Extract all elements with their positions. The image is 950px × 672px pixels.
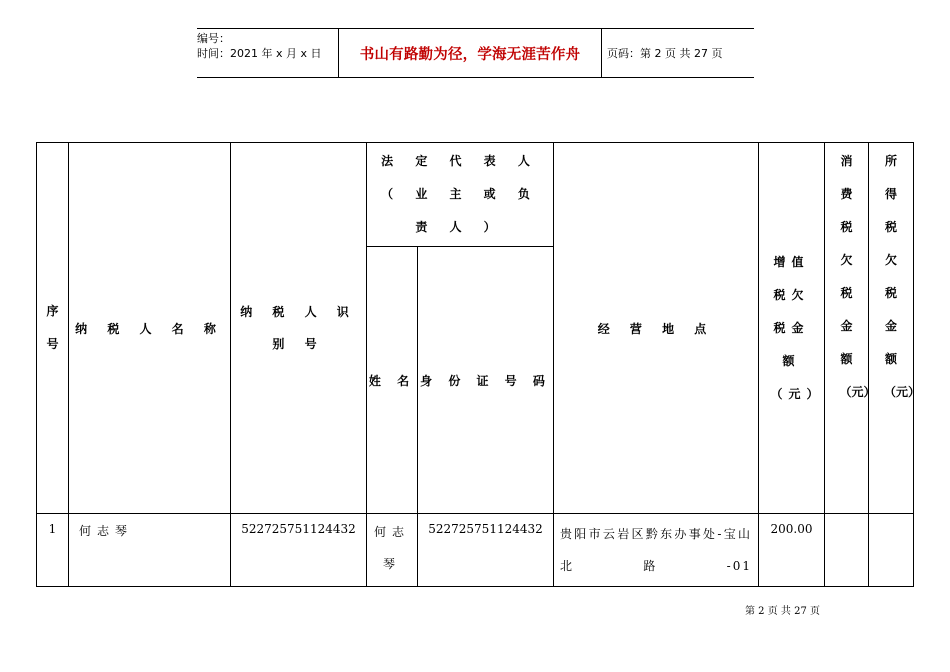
header-meta — [197, 29, 337, 77]
header-seq — [37, 143, 69, 514]
cell-income — [869, 514, 914, 587]
header-page-info: 页码：第 2 页 共 27 页 — [607, 47, 723, 60]
header-rep-name — [367, 247, 418, 514]
cell-taxpayer-name: 何志琴 — [69, 514, 231, 587]
cell-rep-name-text: 何志琴 — [373, 525, 410, 571]
cell-address — [554, 514, 759, 587]
header-id-number-label: 身 份 证 号 码 — [420, 373, 551, 388]
header-legal-rep-label: 法 定 代 表 人 （ 业 主 或 负 责 人 ） — [381, 154, 539, 234]
header-id-number — [418, 247, 554, 514]
page-footer: 第 2 页 共 27 页 — [745, 606, 820, 617]
header-taxpayer-name — [69, 143, 231, 514]
document-number-label: 编号： — [197, 32, 230, 45]
header-address-label: 经 营 地 点 — [597, 321, 715, 336]
cell-taxpayer-id: 522725751124432 — [231, 514, 367, 587]
header-seq-label: 序号 — [46, 304, 59, 351]
header-taxpayer-id-label: 纳 税 人 识 别 号 — [240, 305, 357, 351]
header-slogan: 书山有路勤为径，学海无涯苦作舟 — [338, 29, 602, 77]
cell-address-text: 贵阳市云岩区黔东办事处-宝山北路-01 — [560, 527, 752, 573]
header-rep-name-label: 姓 名 — [368, 373, 416, 388]
document-date: 时间：2021 年 x 月 x 日 — [197, 47, 322, 60]
page-header — [197, 28, 754, 78]
header-vat — [759, 143, 825, 514]
header-legal-rep — [367, 143, 554, 247]
table-row — [37, 514, 914, 587]
tax-arrears-table — [36, 142, 921, 587]
header-taxpayer-id — [231, 143, 367, 514]
cell-consumption — [825, 514, 869, 587]
header-consumption-label: 消费税欠税金额（元） — [839, 154, 876, 399]
header-taxpayer-name-label: 纳 税 人 名 称 — [75, 321, 224, 336]
header-income — [869, 143, 921, 514]
cell-id-number: 522725751124432 — [418, 514, 554, 587]
cell-seq: 1 — [37, 514, 69, 587]
header-address — [554, 143, 759, 514]
header-income-label: 所得税欠税金额（元） — [884, 154, 921, 399]
header-vat-label: 增值税欠税金额（元） — [770, 254, 825, 401]
cell-vat: 200.00 — [759, 514, 825, 587]
cell-rep-name — [367, 514, 418, 587]
header-consumption — [825, 143, 876, 514]
